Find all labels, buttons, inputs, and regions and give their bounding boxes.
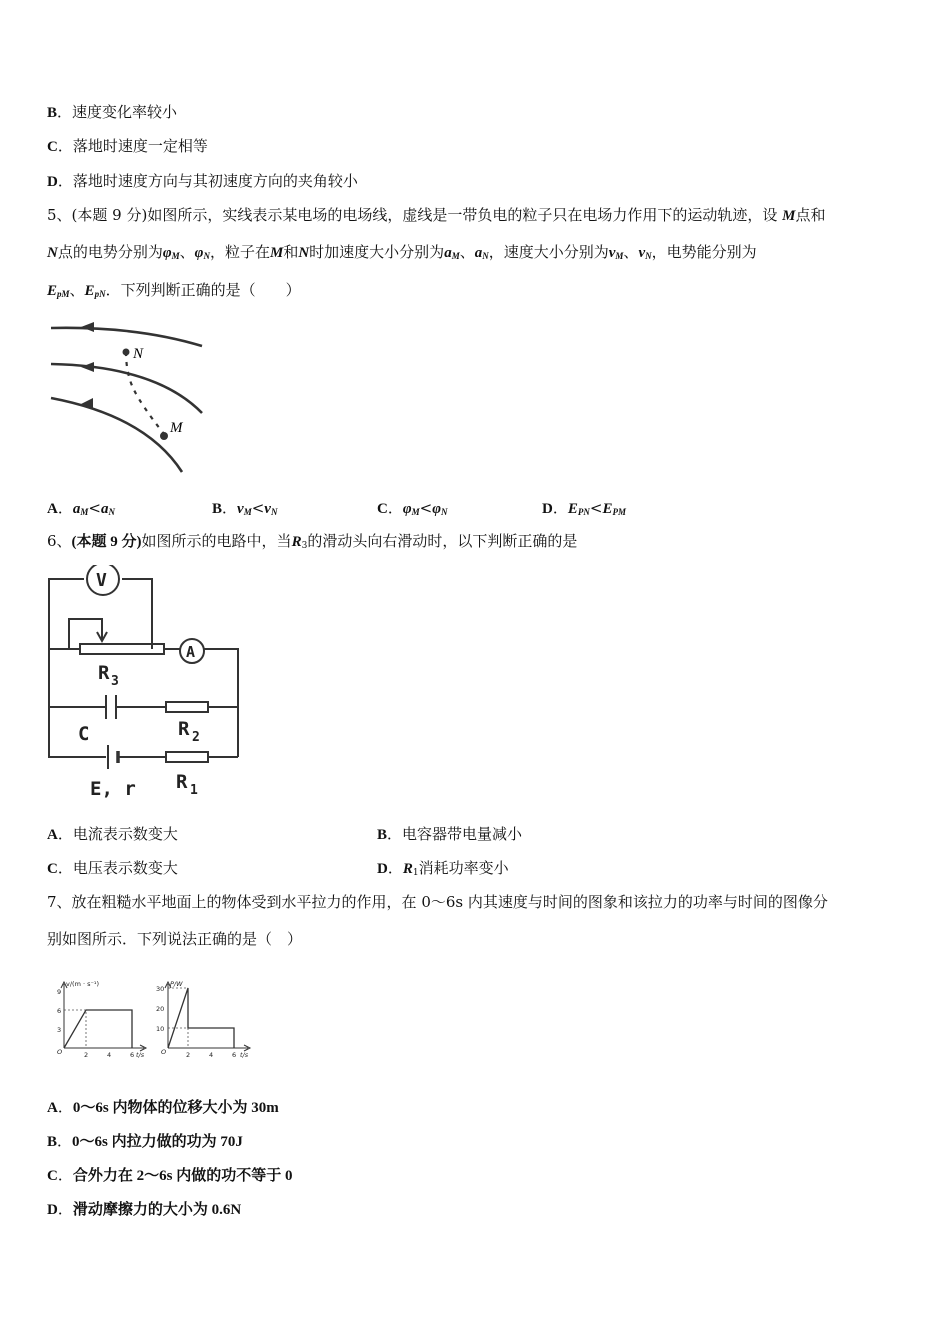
q7-option-b: B．0～6s 内拉力做的功为 70J	[47, 1132, 243, 1150]
q7-stem-line1: 7、放在粗糙水平地面上的物体受到水平拉力的作用，在 0～6s 内其速度与时间的图象和该拉力的功率与时间的图像分	[47, 893, 828, 911]
q7-stem-line2: 别如图所示．下列说法正确的是（ ）	[47, 930, 303, 948]
voltmeter-label: V	[96, 570, 107, 591]
q6-option-b: B．电容器带电量减小	[377, 825, 523, 843]
field-line	[51, 328, 202, 346]
q5-stem-line2: N点的电势分别为$\varphi_M$、$\varphi_N$，粒子在M和N时加速度大小分别为$a_M$、$a_N$，速度大小分别为$v_M$、$v_N$，电势能分别为	[47, 243, 757, 261]
p-t-ylabel: P/W	[170, 980, 183, 988]
v-t-xtick: 2	[84, 1051, 89, 1058]
p-t-xtick: 2	[186, 1051, 191, 1058]
q5-option-d: D．$E_{PN}<E_{PM}$	[542, 499, 626, 517]
q5-option-c: C．$\varphi_M<\varphi_N$	[377, 499, 448, 517]
q5-field-figure	[46, 316, 211, 476]
arrow-left-icon	[81, 322, 94, 332]
v-t-xlabel: t/s	[136, 1051, 145, 1058]
p-t-graph	[156, 980, 250, 1058]
v-t-line	[64, 1010, 132, 1048]
capacitor-label: C	[78, 723, 90, 745]
r3-subscript: 3	[111, 674, 119, 689]
q5-stem-line1: 5、(本题 9 分)如图所示，实线表示某电场的电场线，虚线是一带负电的粒子只在电场力作用下的运动轨迹，设 M点和	[47, 206, 826, 224]
resistor-r2	[166, 702, 208, 712]
r1-subscript: 1	[190, 783, 198, 798]
v-t-ylabel: v/(m · s⁻¹)	[66, 980, 100, 988]
q6-option-d: D．$R_1$消耗功率变小	[377, 859, 509, 878]
v-t-graph	[57, 980, 146, 1058]
r1-label: R	[176, 771, 188, 793]
field-line	[51, 364, 202, 413]
q7-graphs	[52, 978, 252, 1058]
point-n	[123, 349, 130, 356]
label-n: N	[133, 346, 144, 362]
trajectory-dashed	[126, 352, 164, 434]
q6-option-c: C．电压表示数变大	[47, 859, 178, 877]
q4-option-b: B．速度变化率较小	[47, 103, 178, 121]
q6-stem: 6、(本题 9 分)如图所示的电路中，当$R_3$的滑动头向右滑动时，以下判断正确的是	[47, 532, 578, 551]
q7-option-c: C．合外力在 2～6s 内做的功不等于 0	[47, 1166, 293, 1184]
v-t-ytick: 6	[57, 1007, 62, 1015]
label-m: M	[170, 420, 183, 436]
resistor-r1	[166, 752, 208, 762]
p-t-ytick: 20	[156, 1005, 165, 1013]
point-m	[160, 432, 168, 440]
v-t-ytick: 3	[57, 1026, 62, 1034]
q4-option-c: C．落地时速度一定相等	[47, 137, 208, 155]
p-t-xtick: 4	[209, 1051, 214, 1058]
q7-option-d: D．滑动摩擦力的大小为 0.6N	[47, 1200, 242, 1218]
r2-label: R	[178, 718, 190, 740]
v-t-origin: O	[57, 1048, 63, 1056]
p-t-xlabel: t/s	[240, 1051, 249, 1058]
q5-option-b: B．$v_M<v_N$	[212, 499, 278, 517]
p-t-ytick: 30	[156, 985, 165, 993]
q5-stem-line3: $E_{pM}$、$E_{pN}$．下列判断正确的是（ ）	[47, 281, 301, 299]
v-t-ytick: 9	[57, 988, 62, 996]
r2-subscript: 2	[192, 730, 200, 745]
p-t-line	[168, 988, 234, 1048]
q7-option-a: A．0～6s 内物体的位移大小为 30m	[47, 1098, 279, 1116]
p-t-xtick: 6	[232, 1051, 237, 1058]
q5-option-a: A．$a_M<a_N$	[47, 499, 115, 517]
v-t-xtick: 4	[107, 1051, 112, 1058]
r3-label: R	[98, 662, 110, 684]
q4-option-d: D．落地时速度方向与其初速度方向的夹角较小	[47, 172, 358, 190]
p-t-origin: O	[161, 1048, 167, 1056]
ammeter-label: A	[186, 643, 196, 661]
source-label: E, r	[90, 778, 136, 800]
arrow-left-icon	[81, 362, 94, 372]
v-t-xtick: 6	[130, 1051, 135, 1058]
q6-circuit-figure	[44, 565, 246, 805]
q6-option-a: A．电流表示数变大	[47, 825, 178, 843]
p-t-ytick: 10	[156, 1025, 165, 1033]
